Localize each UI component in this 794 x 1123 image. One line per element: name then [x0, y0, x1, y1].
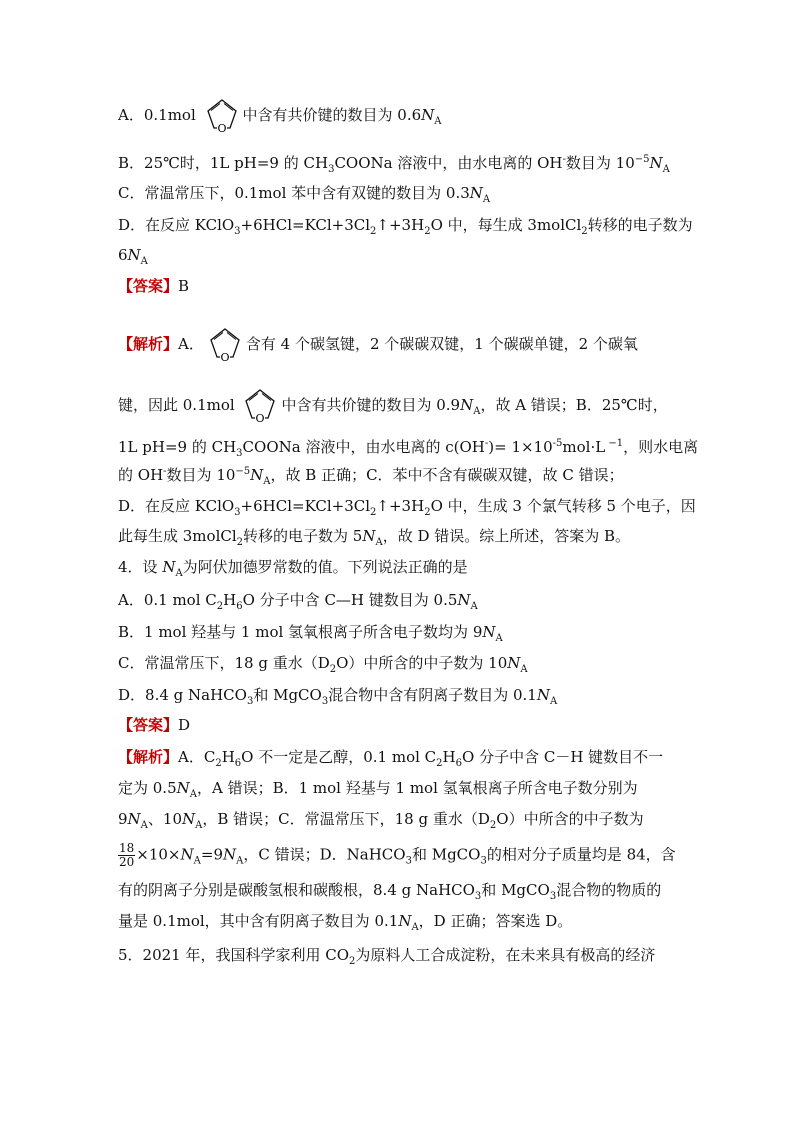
q4-option-a: A．0.1 mol $C_2H_6O$ 分子中含 C—H 键数目为 $0.5N_A$ [118, 591, 478, 612]
q4-analysis-line-1: 【解析】A．$C_2H_6O$ 不一定是乙醇，0.1 mol $C_2H_6O$ 分子中含 C－H 键数目不一 [118, 748, 664, 769]
q4-option-b: B．1 mol 羟基与 1 mol 氢氧根离子所含电子数均为 $9N_A$ [118, 623, 503, 644]
svg-text:O: O [220, 351, 230, 364]
q4-analysis-line-2: 定为 $0.5N_A$，A 错误；B．1 mol 羟基与 1 mol 氢氧根离子所含电子数分别为 [118, 779, 638, 800]
q3-analysis-line-5: D．在反应 $KClO_3+6HCl=KCl+3Cl_2↑+3H_2O$ 中，生成 3 个氯气转移 5 个电子，因 [118, 497, 696, 518]
q3-analysis-line-2: 键，因此 0.1mol O 中含有共价键的数目为 $0.9N_A$，故 A 错误；B．25℃时， [118, 386, 668, 426]
svg-text:O: O [217, 122, 227, 135]
q3-option-a: A．0.1mol O 中含有共价键的数目为 $0.6N_A$ [118, 96, 442, 136]
q4-answer: 【答案】D [118, 716, 191, 734]
q4-option-c: C．常温常压下，18 g 重水$(D_2O)$中所含的中子数为 $10N_A$ [118, 654, 528, 675]
q3-analysis-line-4: 的 OH-数目为 $10^{-5}N_A$，故 B 正确；C．苯中不含有碳碳双键，故 C 错误； [118, 466, 624, 487]
q3-option-d: D．在反应 $KClO_3+6HCl=KCl+3Cl_2↑+3H_2O$ 中，每生成 3molCl$_2$转移的电子数为 [118, 216, 693, 237]
q4-option-d: D．8.4 g NaHCO$_3$和 MgCO$_3$混合物中含有阴离子数目为 $0.1N_A$ [118, 686, 558, 707]
q3-option-b: B．25℃时，1L pH=9 的 $CH_3COONa$ 溶液中，由水电离的 OH-数目为 $10^{-5}N_A$ [118, 154, 670, 175]
furan-structure-icon [205, 325, 245, 365]
q3-option-d-cont: $6N_A$ [118, 246, 148, 267]
q3-analysis-line-1: 【解析】A． O 含有 4 个碳氢键，2 个碳碳双键，1 个碳碳单键，2 个碳氧 [118, 325, 638, 365]
q5-stem: 5．2021 年，我国科学家利用 $CO_2$为原料人工合成淀粉，在未来具有极高的经济 [118, 946, 656, 967]
q3-answer: 【答案】B [118, 277, 190, 295]
svg-text:O: O [255, 412, 265, 425]
q3-analysis-line-6: 此每生成 3molCl$_2$转移的电子数为 $5N_A$，故 D 错误。综上所述，答案为 B。 [118, 527, 631, 548]
q4-analysis-line-5: 有的阴离子分别是碳酸氢根和碳酸根，8.4 g NaHCO$_3$和 MgCO$_3$混合物的物质的 [118, 881, 662, 902]
q4-analysis-line-6: 量是 0.1mol，其中含有阴离子数目为 $0.1N_A$，D 正确；答案选 D。 [118, 912, 573, 933]
q4-analysis-line-3: $9N_A$、$10N_A$，B 错误；C．常温常压下，18 g 重水$(D_2O)$中所含的中子数为 [118, 810, 644, 831]
q3-option-c: C．常温常压下，0.1mol 苯中含有双键的数目为 $0.3N_A$ [118, 184, 491, 205]
q4-analysis-line-4: $\frac{18}{20}$ $\times 10\times N_A=9N_A$，C 错误；D．NaHCO$_3$和 MgCO$_3$的相对分子质量均是 84，含 [119, 841, 676, 869]
furan-structure-icon [202, 96, 242, 136]
fraction-18-20: $\frac{18}{20}$ [119, 841, 135, 869]
q4-stem: 4．设 $N_A$为阿伏加德罗常数的值。下列说法正确的是 [118, 558, 468, 579]
q3-analysis-line-3: 1L pH=9 的 $CH_3COONa$ 溶液中，由水电离的 $c(OH^-)= 1\times 10^{-5}mol\cdot L$ $^{-1}$，则水电离 [118, 438, 699, 459]
furan-structure-icon [240, 386, 280, 426]
